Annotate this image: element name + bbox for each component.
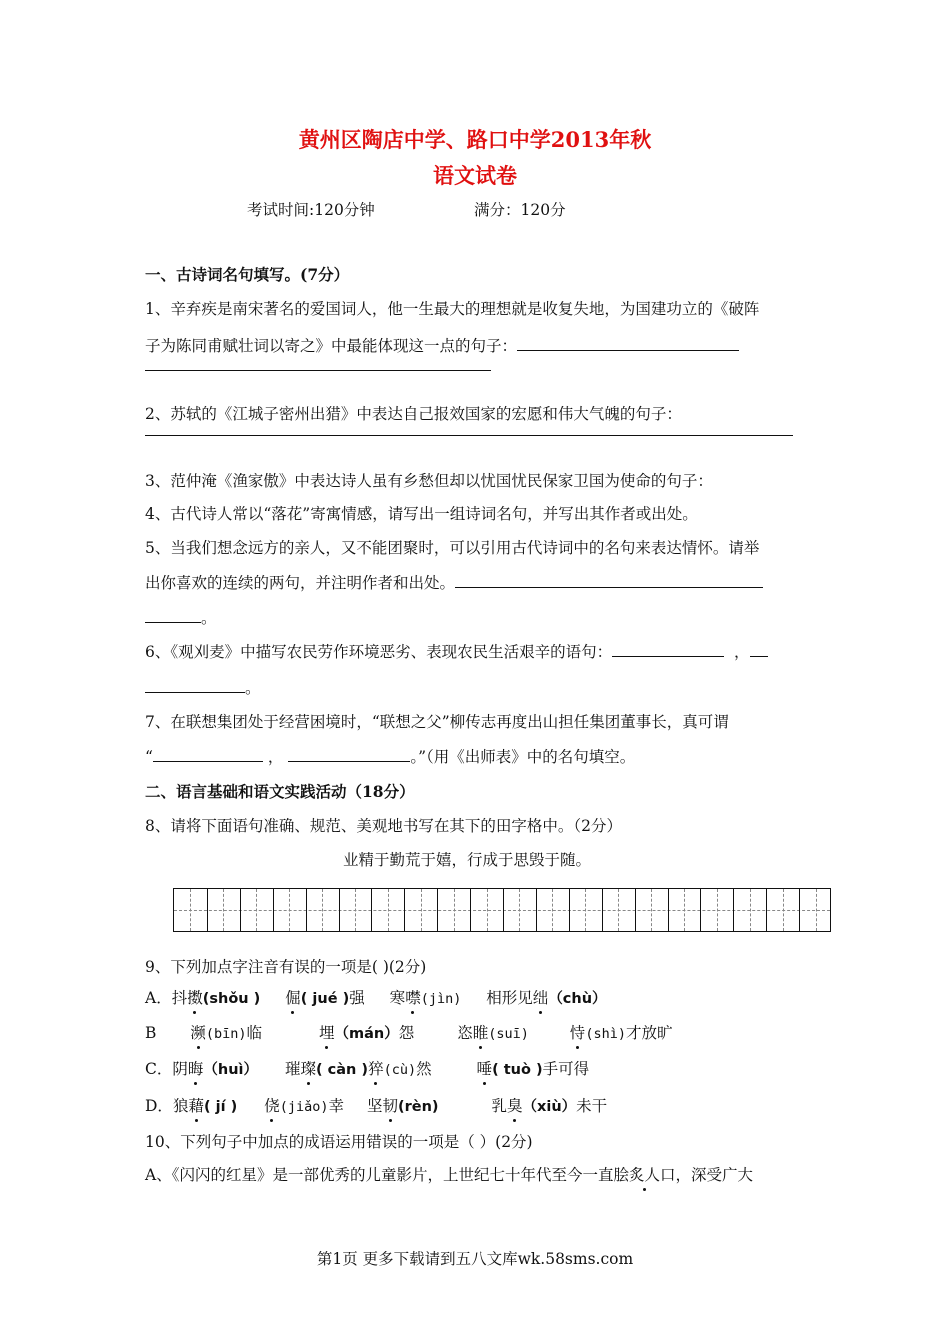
q9-c-item1-dotted: 晦 (187, 1060, 204, 1078)
q1-answer-line[interactable] (145, 370, 491, 371)
q9-c-item4-pinyin: ( tuò ) (492, 1062, 543, 1078)
q5-line1: 5、当我们想念远方的亲人，又不能团聚时，可以引用古代诗词中的名句来表达情怀。请举 (145, 539, 760, 557)
q9-option-d[interactable] (145, 1096, 607, 1117)
q9-b-item1-dotted: 濒 (190, 1024, 206, 1042)
grid-cell-border (240, 889, 241, 931)
q1-line2-text: 子为陈同甫赋壮词以寄之》中最能体现这一点的句子： (145, 337, 518, 355)
grid-cell-midline (322, 889, 323, 931)
q5-line2-text: 出你喜欢的连续的两句，并注明作者和出处。 (145, 574, 456, 592)
q9-c-item3-dotted: 猝 (368, 1060, 384, 1078)
q7-blank-2[interactable] (288, 747, 410, 762)
grid-cell-midline (684, 889, 685, 931)
q9-c-item3-post: 然 (416, 1060, 432, 1078)
section2-heading: 二、语言基础和语文实践活动（18分） (145, 782, 415, 801)
q9-a-item3-pre: 寒 (389, 989, 406, 1007)
q10-a-pre: A、《闪闪的红星》是一部优秀的儿童影片，上世纪七十年代至今一直 (145, 1166, 614, 1184)
q6-line2 (145, 678, 261, 698)
q9-c-item4-dotted: 唾 (476, 1060, 493, 1078)
q9-c-item3-pinyin: (cù) (383, 1062, 417, 1078)
grid-cell-midline (454, 889, 455, 931)
exam-title: 黄州区陶店中学、路口中学2013年秋 (298, 127, 652, 152)
grid-cell-midline (223, 889, 224, 931)
q9-b-item3-dotted: 睢 (472, 1024, 489, 1042)
q7-open-quote: “ (145, 748, 153, 766)
q9-a-item3-pinyin: (jìn) (420, 991, 462, 1007)
grid-cell-midline (487, 889, 488, 931)
page-footer: 第1页 更多下载请到五八文库wk.58sms.com (316, 1250, 634, 1268)
grid-cell-midline (190, 889, 191, 931)
q9-c-item2-dotted: 璨 (300, 1060, 316, 1078)
grid-cell-border (766, 889, 767, 931)
q9-d-item3-pinyin: (rèn) (397, 1099, 439, 1115)
q9-d-item1-pre: 狼 (172, 1097, 189, 1115)
q9-d-item3-pre: 坚 (366, 1097, 383, 1115)
q1-line2 (145, 336, 739, 356)
grid-cell-border (536, 889, 537, 931)
grid-cell-midline (618, 889, 619, 931)
q9-option-a[interactable] (145, 988, 607, 1009)
q9-b-item1-post: 临 (246, 1024, 263, 1042)
q9-d-item1-dotted: 藉 (188, 1097, 204, 1115)
grid-cell-midline (421, 889, 422, 931)
q9-d-item3-dotted: 韧 (382, 1097, 398, 1115)
q9-a-item2-dotted: 倔 (285, 989, 301, 1007)
q5-line3 (145, 608, 217, 628)
q9-option-c[interactable] (145, 1059, 589, 1080)
q9-c-item2-pre: 璀 (284, 1060, 301, 1078)
q9-a-item2-post: 强 (349, 989, 365, 1007)
q10-option-a[interactable] (145, 1165, 753, 1185)
q4-text: 4、古代诗人常以“落花”寄寓情感，请写出一组诗词名句，并写出其作者或出处。 (145, 505, 698, 523)
q9-b-item3-pinyin: (suī) (488, 1026, 529, 1042)
q7-line2 (145, 747, 635, 767)
q9-option-b[interactable] (145, 1023, 672, 1044)
exam-time: 考试时间:120分钟 (247, 201, 375, 219)
q9-c-label: C． (145, 1060, 173, 1078)
grid-cell-border (371, 889, 372, 931)
grid-cell-midline (750, 889, 751, 931)
grid-cell-midline (717, 889, 718, 931)
q7-close: 。”（用《出师表》中的名句填空。 (410, 748, 636, 766)
q6-blank-1[interactable] (612, 642, 724, 657)
q9-b-item4-pinyin: (shì) (585, 1026, 626, 1042)
grid-cell-border (569, 889, 570, 931)
q9-d-item2-dotted: 侥 (264, 1097, 280, 1115)
q9-d-item2-pinyin: (jiǎo) (279, 1099, 329, 1115)
q6-line1 (145, 642, 768, 662)
grid-cell-midline (783, 889, 784, 931)
q9-a-item4-pinyin: （chù） (548, 991, 607, 1007)
q9-a-item1-pinyin: (shǒu ) (202, 991, 261, 1007)
q9-d-item4-pinyin: （xiù） (522, 1099, 577, 1115)
q7-sep: ， (267, 748, 284, 766)
q9-b-item2-post: 怨 (398, 1024, 415, 1042)
q7-blank-1[interactable] (153, 747, 263, 762)
q8-text: 8、请将下面语句准确、规范、美观地书写在其下的田字格中。（2分） (145, 817, 622, 835)
q9-text: 9、下列加点字注音有误的一项是( )(2分) (145, 958, 427, 976)
grid-cell-border (273, 889, 274, 931)
q9-a-item3-dotted: 噤 (405, 989, 421, 1007)
q5-end: 。 (201, 609, 217, 627)
grid-cell-border (668, 889, 669, 931)
grid-cell-midline (651, 889, 652, 931)
q9-c-item1-pre: 阴 (172, 1060, 188, 1078)
exam-subtitle: 语文试卷 (433, 163, 517, 188)
q3-text: 3、范仲淹《渔家傲》中表达诗人虽有乡愁但却以忧国忧民保家卫国为使命的句子： (145, 472, 713, 490)
q9-a-item2-pinyin: ( jué ) (300, 991, 350, 1007)
q9-d-label: D． (145, 1097, 173, 1115)
q6-end: 。 (245, 679, 261, 697)
grid-cell-border (437, 889, 438, 931)
q10-a-idiom: 脍炙人口 (613, 1166, 676, 1184)
q6-blank-2a[interactable] (750, 642, 768, 657)
grid-cell-midline (256, 889, 257, 931)
grid-cell-border (700, 889, 701, 931)
grid-cell-midline (388, 889, 389, 931)
q9-c-item1-pinyin: （huì） (203, 1062, 259, 1078)
q2-text: 2、苏轼的《江城子密州出猎》中表达自己报效国家的宏愿和伟大气魄的句子： (145, 405, 682, 423)
q8-sentence: 业精于勤荒于嬉，行成于思毁于随。 (343, 851, 592, 869)
q9-d-item1-pinyin: ( jí ) (203, 1099, 238, 1115)
q9-d-item2-post: 幸 (328, 1097, 345, 1115)
q9-a-item1-dotted: 擞 (187, 989, 203, 1007)
q9-b-item4-post: 才放旷 (625, 1024, 673, 1042)
q9-a-label: A． (145, 989, 172, 1007)
q9-a-item1-pre: 抖 (171, 989, 188, 1007)
grid-cell-border (635, 889, 636, 931)
q6-sep: ， (733, 643, 750, 661)
grid-cell-border (207, 889, 208, 931)
q1-answer-blank[interactable] (517, 336, 739, 351)
grid-cell-midline (552, 889, 553, 931)
q6-text: 6、《观刈麦》中描写农民劳作环境恶劣、表现农民生活艰辛的语句： (145, 643, 613, 661)
full-score: 满分：120分 (474, 201, 566, 219)
grid-cell-border (799, 889, 800, 931)
q2-answer-line[interactable] (145, 435, 793, 436)
q9-b-item4-dotted: 恃 (569, 1024, 586, 1042)
grid-cell-midline (289, 889, 290, 931)
q9-d-item4-dotted: 臭 (507, 1097, 523, 1115)
q9-a-item4-dotted: 绌 (532, 989, 549, 1007)
grid-cell-border (503, 889, 504, 931)
q5-line2 (145, 573, 763, 593)
q9-d-item4-pre: 乳 (491, 1097, 507, 1115)
q10-text: 10、下列句子中加点的成语运用错误的一项是（ ）(2分) (145, 1133, 533, 1151)
q9-b-item1-pinyin: (bīn) (205, 1026, 247, 1042)
section1-heading: 一、古诗词名句填写。(7分） (145, 265, 350, 284)
q6-blank-2b[interactable] (145, 678, 245, 693)
tianzige-grid[interactable] (173, 888, 831, 932)
q7-line1: 7、在联想集团处于经营困境时，“联想之父”柳传志再度出山担任集团董事长，真可谓 (145, 713, 729, 731)
grid-cell-midline (816, 889, 817, 931)
grid-cell-midline (519, 889, 520, 931)
q9-d-item4-post: 未干 (576, 1097, 608, 1115)
q9-c-item2-pinyin: ( càn ) (316, 1062, 369, 1078)
grid-cell-border (306, 889, 307, 931)
q9-b-label: B (145, 1024, 157, 1042)
q5-answer-blank-2[interactable] (145, 608, 201, 623)
q9-b-item2-pinyin: （mán） (334, 1026, 399, 1042)
q9-c-item4-post: 手可得 (542, 1060, 590, 1078)
grid-cell-border (470, 889, 471, 931)
grid-cell-border (602, 889, 603, 931)
q10-a-post: ，深受广大 (675, 1166, 753, 1184)
grid-cell-border (733, 889, 734, 931)
q9-a-item4-pre: 相形见 (486, 989, 533, 1007)
q5-answer-blank[interactable] (455, 573, 763, 588)
grid-cell-midline (585, 889, 586, 931)
q9-b-item2-dotted: 埋 (319, 1024, 335, 1042)
grid-cell-midline (355, 889, 356, 931)
q9-b-item3-pre: 恣 (457, 1024, 473, 1042)
grid-cell-border (404, 889, 405, 931)
q1-line1: 1、辛弃疾是南宋著名的爱国词人，他一生最大的理想就是收复失地，为国建功立的《破阵 (145, 300, 760, 318)
grid-cell-border (339, 889, 340, 931)
